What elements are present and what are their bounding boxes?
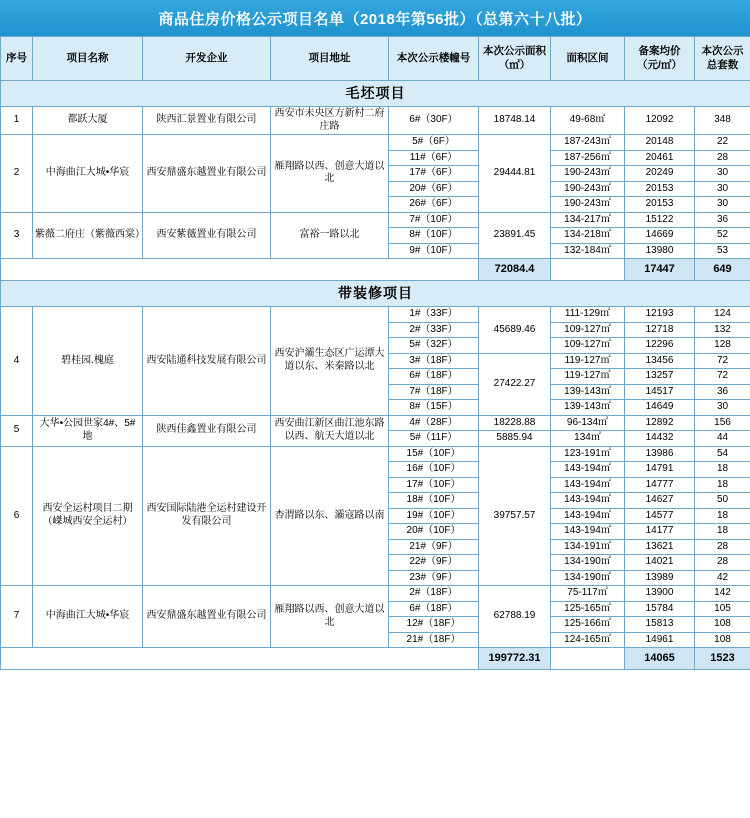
column-header-area-range: 面积区间 <box>551 37 625 81</box>
cell-price: 14627 <box>625 493 695 509</box>
cell-units: 105 <box>695 601 750 617</box>
cell-units: 72 <box>695 369 750 385</box>
cell-building-no: 5#（11F） <box>389 431 479 447</box>
subtotal-units: 649 <box>695 259 750 281</box>
table-header-row <box>1 37 750 81</box>
section-header-row <box>1 81 750 107</box>
cell-price: 14649 <box>625 400 695 416</box>
cell-developer: 西安紫薇置业有限公司 <box>143 212 271 259</box>
cell-building-no: 6#（30F） <box>389 107 479 135</box>
cell-area: 45689.46 <box>479 307 551 354</box>
section-header-row <box>1 281 750 307</box>
cell-units: 108 <box>695 617 750 633</box>
cell-area-range: 123-191㎡ <box>551 446 625 462</box>
cell-area: 29444.81 <box>479 135 551 213</box>
cell-area-range: 111-129㎡ <box>551 307 625 323</box>
cell-building-no: 5#（32F） <box>389 338 479 354</box>
cell-index: 6 <box>1 446 33 586</box>
cell-area: 27422.27 <box>479 353 551 415</box>
cell-project-name: 大华•公园世家4#、5#地 <box>33 415 143 446</box>
cell-area-range: 143-194㎡ <box>551 524 625 540</box>
cell-area-range: 143-194㎡ <box>551 493 625 509</box>
table-row <box>1 446 750 462</box>
cell-developer: 西安陆通科技发展有限公司 <box>143 307 271 416</box>
subtotal-blank-range <box>551 259 625 281</box>
cell-project-name: 紫薇二府庄（紫薇西棠） <box>33 212 143 259</box>
subtotal-area: 199772.31 <box>479 648 551 670</box>
cell-index: 5 <box>1 415 33 446</box>
cell-area-range: 134-218㎡ <box>551 228 625 244</box>
cell-price: 13986 <box>625 446 695 462</box>
cell-building-no: 1#（33F） <box>389 307 479 323</box>
cell-index: 7 <box>1 586 33 648</box>
subtotal-price: 17447 <box>625 259 695 281</box>
table-row <box>1 307 750 323</box>
table-row <box>1 415 750 431</box>
cell-price: 12296 <box>625 338 695 354</box>
cell-area-range: 124-165㎡ <box>551 632 625 648</box>
cell-area-range: 190-243㎡ <box>551 166 625 182</box>
cell-units: 53 <box>695 243 750 259</box>
cell-building-no: 2#（33F） <box>389 322 479 338</box>
cell-building-no: 6#（18F） <box>389 369 479 385</box>
cell-index: 4 <box>1 307 33 416</box>
cell-address: 西安市未央区方新村二府庄路 <box>271 107 389 135</box>
price-disclosure-table <box>0 36 750 670</box>
cell-address: 雁翔路以西、创意大道以北 <box>271 135 389 213</box>
cell-project-name: 中海曲江大城•华宸 <box>33 586 143 648</box>
cell-price: 14777 <box>625 477 695 493</box>
page-title <box>0 0 750 36</box>
column-header-project-name: 项目名称 <box>33 37 143 81</box>
cell-units: 348 <box>695 107 750 135</box>
cell-building-no: 23#（9F） <box>389 570 479 586</box>
cell-area-range: 119-127㎡ <box>551 353 625 369</box>
cell-units: 28 <box>695 539 750 555</box>
cell-price: 20148 <box>625 135 695 151</box>
cell-building-no: 17#（6F） <box>389 166 479 182</box>
cell-area: 39757.57 <box>479 446 551 586</box>
cell-building-no: 20#（10F） <box>389 524 479 540</box>
cell-units: 132 <box>695 322 750 338</box>
cell-address: 雁翔路以西、创意大道以北 <box>271 586 389 648</box>
cell-index: 1 <box>1 107 33 135</box>
cell-units: 18 <box>695 477 750 493</box>
cell-units: 30 <box>695 181 750 197</box>
cell-area-range: 187-243㎡ <box>551 135 625 151</box>
table-row <box>1 107 750 135</box>
cell-price: 20153 <box>625 197 695 213</box>
cell-developer: 陕西佳鑫置业有限公司 <box>143 415 271 446</box>
cell-area-range: 125-166㎡ <box>551 617 625 633</box>
cell-area-range: 139-143㎡ <box>551 400 625 416</box>
cell-price: 13900 <box>625 586 695 602</box>
cell-building-no: 7#（18F） <box>389 384 479 400</box>
column-header-address: 项目地址 <box>271 37 389 81</box>
table-row <box>1 135 750 151</box>
cell-area: 23891.45 <box>479 212 551 259</box>
cell-units: 44 <box>695 431 750 447</box>
cell-area-range: 134-190㎡ <box>551 555 625 571</box>
cell-price: 12193 <box>625 307 695 323</box>
cell-area-range: 134-191㎡ <box>551 539 625 555</box>
cell-area-range: 139-143㎡ <box>551 384 625 400</box>
cell-building-no: 19#（10F） <box>389 508 479 524</box>
cell-address: 西安曲江新区曲江池东路以西、航天大道以北 <box>271 415 389 446</box>
cell-price: 20249 <box>625 166 695 182</box>
cell-units: 22 <box>695 135 750 151</box>
cell-units: 72 <box>695 353 750 369</box>
subtotal-area: 72084.4 <box>479 259 551 281</box>
column-header-area: 本次公示面积（㎡） <box>479 37 551 81</box>
cell-project-name: 碧桂园.槐庭 <box>33 307 143 416</box>
section-subtotal-row <box>1 259 750 281</box>
cell-area-range: 119-127㎡ <box>551 369 625 385</box>
subtotal-price: 14065 <box>625 648 695 670</box>
cell-building-no: 6#（18F） <box>389 601 479 617</box>
cell-price: 20153 <box>625 181 695 197</box>
cell-developer: 西安国际陆港全运村建设开发有限公司 <box>143 446 271 586</box>
subtotal-blank <box>1 648 479 670</box>
cell-building-no: 17#（10F） <box>389 477 479 493</box>
column-header-index: 序号 <box>1 37 33 81</box>
column-header-price: 备案均价（元/㎡） <box>625 37 695 81</box>
cell-price: 13456 <box>625 353 695 369</box>
cell-price: 20461 <box>625 150 695 166</box>
cell-building-no: 7#（10F） <box>389 212 479 228</box>
cell-address: 杏渭路以东、灞寇路以南 <box>271 446 389 586</box>
cell-project-name: 都跃大厦 <box>33 107 143 135</box>
cell-area-range: 109-127㎡ <box>551 322 625 338</box>
cell-developer: 陕西汇景置业有限公司 <box>143 107 271 135</box>
table-row <box>1 212 750 228</box>
section-subtotal-row <box>1 648 750 670</box>
cell-area-range: 49-68㎡ <box>551 107 625 135</box>
cell-area-range: 134-190㎡ <box>551 570 625 586</box>
cell-building-no: 5#（6F） <box>389 135 479 151</box>
cell-units: 50 <box>695 493 750 509</box>
cell-units: 128 <box>695 338 750 354</box>
cell-building-no: 21#（9F） <box>389 539 479 555</box>
cell-building-no: 9#（10F） <box>389 243 479 259</box>
cell-index: 3 <box>1 212 33 259</box>
cell-price: 15784 <box>625 601 695 617</box>
cell-price: 14177 <box>625 524 695 540</box>
cell-units: 142 <box>695 586 750 602</box>
cell-address: 富裕一路以北 <box>271 212 389 259</box>
cell-units: 18 <box>695 462 750 478</box>
cell-price: 14961 <box>625 632 695 648</box>
cell-building-no: 11#（6F） <box>389 150 479 166</box>
cell-area: 62788.19 <box>479 586 551 648</box>
cell-building-no: 8#（10F） <box>389 228 479 244</box>
cell-units: 36 <box>695 384 750 400</box>
cell-price: 14432 <box>625 431 695 447</box>
cell-building-no: 8#（15F） <box>389 400 479 416</box>
cell-units: 54 <box>695 446 750 462</box>
cell-price: 12092 <box>625 107 695 135</box>
cell-developer: 西安鼎盛东越置业有限公司 <box>143 586 271 648</box>
cell-units: 42 <box>695 570 750 586</box>
cell-building-no: 20#（6F） <box>389 181 479 197</box>
table-header <box>1 37 750 81</box>
cell-units: 124 <box>695 307 750 323</box>
cell-building-no: 15#（10F） <box>389 446 479 462</box>
cell-price: 14021 <box>625 555 695 571</box>
cell-area-range: 187-256㎡ <box>551 150 625 166</box>
cell-index: 2 <box>1 135 33 213</box>
cell-units: 30 <box>695 400 750 416</box>
cell-price: 13989 <box>625 570 695 586</box>
cell-price: 13257 <box>625 369 695 385</box>
cell-area-range: 125-165㎡ <box>551 601 625 617</box>
cell-price: 14791 <box>625 462 695 478</box>
cell-project-name: 中海曲江大城•华宸 <box>33 135 143 213</box>
cell-area-range: 134-217㎡ <box>551 212 625 228</box>
cell-units: 18 <box>695 508 750 524</box>
cell-building-no: 18#（10F） <box>389 493 479 509</box>
cell-price: 12718 <box>625 322 695 338</box>
cell-area: 18748.14 <box>479 107 551 135</box>
table-body <box>1 81 750 670</box>
section-label: 带装修项目 <box>1 281 750 307</box>
column-header-building-no: 本次公示楼幢号 <box>389 37 479 81</box>
cell-building-no: 22#（9F） <box>389 555 479 571</box>
column-header-total-units: 本次公示总套数 <box>695 37 750 81</box>
page-title-text: 商品住房价格公示项目名单（2018年第56批）（总第六十八批） <box>158 10 592 28</box>
cell-area-range: 190-243㎡ <box>551 197 625 213</box>
cell-price: 15122 <box>625 212 695 228</box>
cell-units: 30 <box>695 197 750 213</box>
cell-price: 13621 <box>625 539 695 555</box>
table-row <box>1 586 750 602</box>
subtotal-blank <box>1 259 479 281</box>
section-label: 毛坯项目 <box>1 81 750 107</box>
cell-area: 5885.94 <box>479 431 551 447</box>
cell-building-no: 26#（6F） <box>389 197 479 213</box>
cell-price: 13980 <box>625 243 695 259</box>
cell-project-name: 西安全运村项目二期（嵥城西安全运村） <box>33 446 143 586</box>
cell-building-no: 16#（10F） <box>389 462 479 478</box>
cell-building-no: 3#（18F） <box>389 353 479 369</box>
cell-price: 15813 <box>625 617 695 633</box>
cell-price: 14577 <box>625 508 695 524</box>
cell-units: 156 <box>695 415 750 431</box>
cell-area-range: 190-243㎡ <box>551 181 625 197</box>
cell-price: 14669 <box>625 228 695 244</box>
cell-area-range: 75-117㎡ <box>551 586 625 602</box>
cell-building-no: 2#（18F） <box>389 586 479 602</box>
cell-units: 52 <box>695 228 750 244</box>
subtotal-units: 1523 <box>695 648 750 670</box>
cell-developer: 西安鼎盛东越置业有限公司 <box>143 135 271 213</box>
cell-area-range: 109-127㎡ <box>551 338 625 354</box>
cell-units: 18 <box>695 524 750 540</box>
cell-area-range: 143-194㎡ <box>551 462 625 478</box>
cell-address: 西安沪灞生态区广运潭大道以东、米秦路以北 <box>271 307 389 416</box>
cell-building-no: 4#（28F） <box>389 415 479 431</box>
cell-price: 14517 <box>625 384 695 400</box>
cell-building-no: 12#（18F） <box>389 617 479 633</box>
cell-area-range: 134㎡ <box>551 431 625 447</box>
cell-units: 28 <box>695 555 750 571</box>
cell-area-range: 143-194㎡ <box>551 477 625 493</box>
cell-area: 18228.88 <box>479 415 551 431</box>
cell-units: 108 <box>695 632 750 648</box>
cell-area-range: 132-184㎡ <box>551 243 625 259</box>
cell-area-range: 96-134㎡ <box>551 415 625 431</box>
cell-units: 36 <box>695 212 750 228</box>
cell-area-range: 143-194㎡ <box>551 508 625 524</box>
column-header-developer: 开发企业 <box>143 37 271 81</box>
cell-units: 28 <box>695 150 750 166</box>
cell-building-no: 21#（18F） <box>389 632 479 648</box>
cell-price: 12892 <box>625 415 695 431</box>
subtotal-blank-range <box>551 648 625 670</box>
cell-units: 30 <box>695 166 750 182</box>
